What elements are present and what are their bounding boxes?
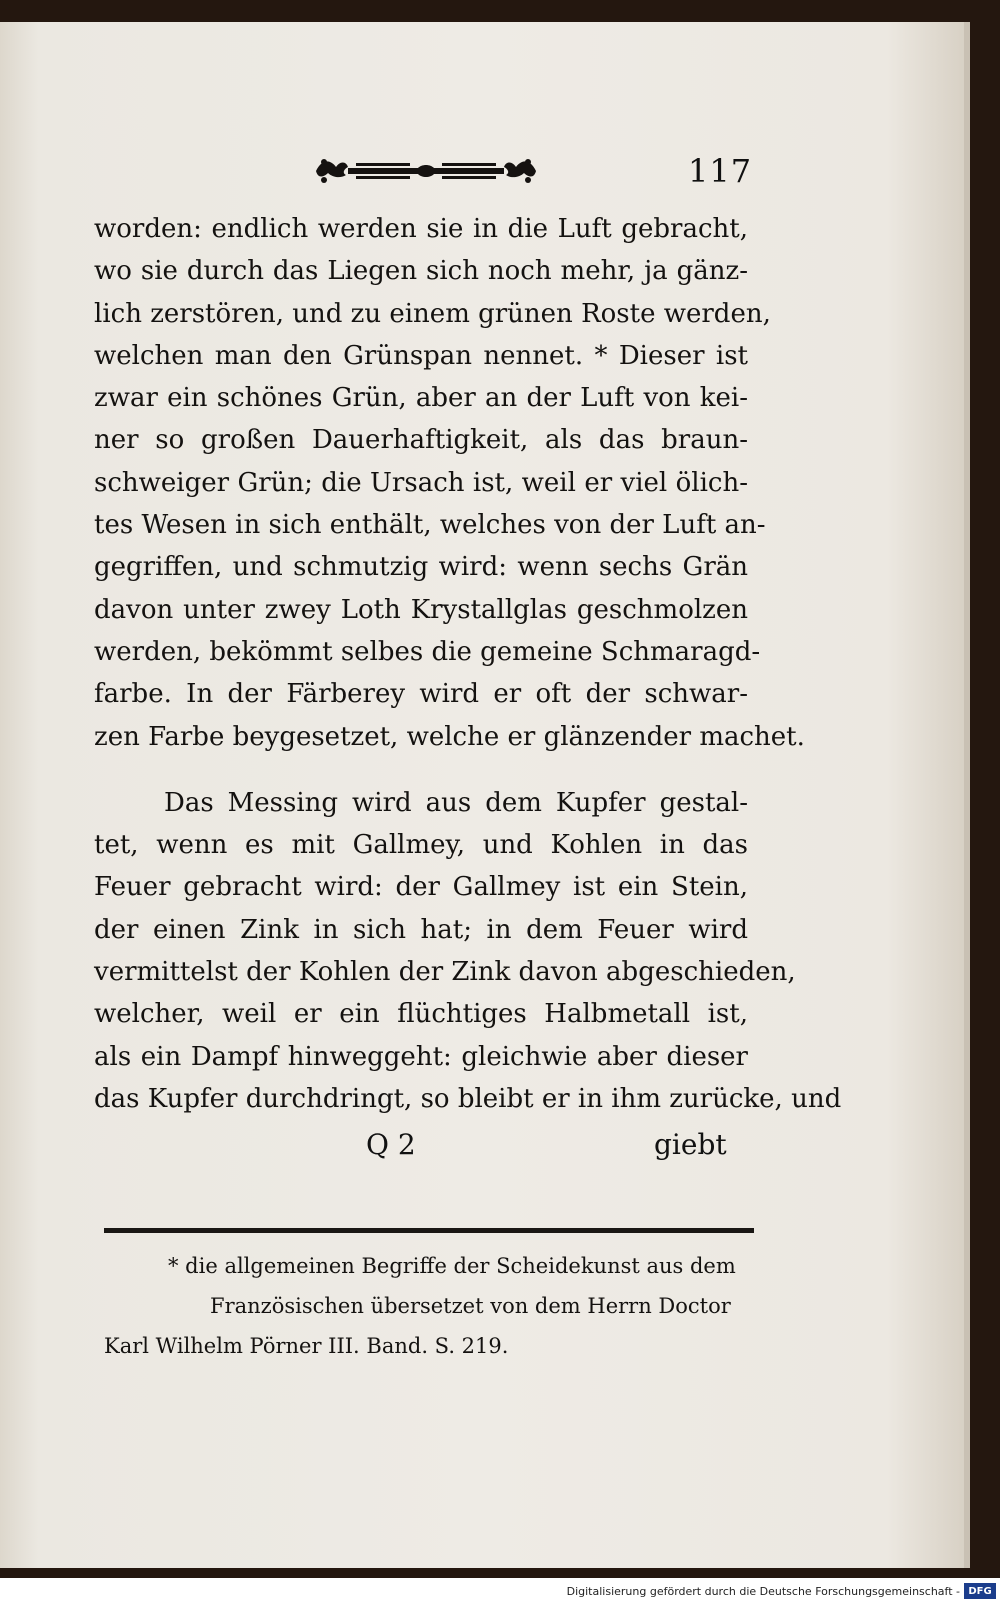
paragraph-gap [94,758,748,782]
text-line: als ein Dampf hinweggeht: gleichwie aber dieser [94,1041,748,1072]
text-line: welchen man den Grünspan nennet. * Dieser ist [94,340,748,371]
dfg-logo: DFG [964,1583,996,1599]
footnote-line: Karl Wilhelm Pörner III. Band. S. 219. [104,1334,509,1358]
text-line: werden, bekömmt selbes die gemeine Schmaragd- [94,636,761,667]
text-line: tes Wesen in sich enthält, welches von der Luft an- [94,510,766,541]
text-line: tet, wenn es mit Gallmey, und Kohlen in das [94,830,748,861]
printers-ornament-icon [312,152,540,190]
credit-text: Digitalisierung gefördert durch die Deutsche Forschungsgemeinschaft - [566,1585,960,1598]
catchword: giebt [654,1128,727,1161]
text-line: gegriffen, und schmutzig wird: wenn sechs Grän [94,552,748,583]
text-line: das Kupfer durchdringt, so bleibt er in ihm zurücke, und [94,1083,842,1114]
body-text [94,208,842,1120]
footnote-divider [104,1228,754,1233]
text-line: Das Messing wird aus dem Kupfer gestal- [164,787,748,818]
text-line: davon unter zwey Loth Krystallglas geschmolzen [94,594,748,625]
text-line: schweiger Grün; die Ursach ist, weil er viel ölich- [94,467,748,498]
text-line: lich zerstören, und zu einem grünen Roste werden, [94,298,771,329]
footnote [104,1246,764,1366]
text-line: wo sie durch das Liegen sich noch mehr, ja gänz- [94,256,748,287]
signature-mark: Q 2 [366,1128,416,1161]
text-line: ner so großen Dauerhaftigkeit, als das braun- [94,425,748,456]
page-number: 117 [688,152,753,190]
text-line: zwar ein schönes Grün, aber an der Luft von kei- [94,383,748,414]
footnote-line: * die allgemeinen Begriffe der Scheidekunst aus dem [168,1254,736,1278]
text-line: vermittelst der Kohlen der Zink davon abgeschieden, [94,957,796,988]
footnote-line: Französischen übersetzet von dem Herrn Doctor [210,1294,731,1318]
text-line: der einen Zink in sich hat; in dem Feuer wird [94,914,748,945]
text-line: Feuer gebracht wird: der Gallmey ist ein Stein, [94,872,748,903]
text-line: farbe. In der Färberey wird er oft der schwar- [94,679,748,710]
text-line: welcher, weil er ein flüchtiges Halbmetall ist, [94,999,748,1030]
text-line: worden: endlich werden sie in die Luft gebracht, [94,214,748,244]
text-line: zen Farbe beygesetzet, welche er glänzender machet. [94,721,805,752]
